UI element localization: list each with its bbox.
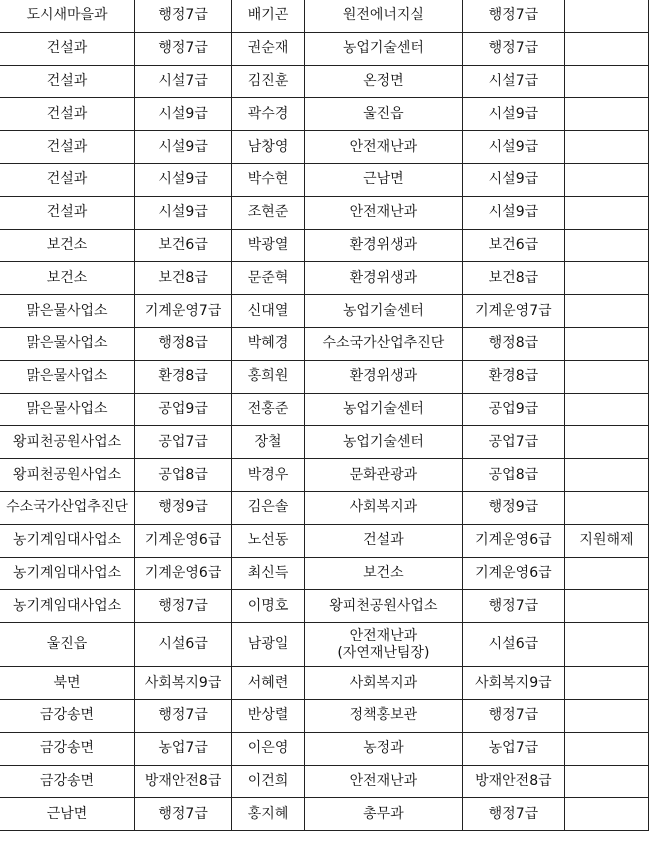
cell-name: 이명호 [232, 590, 305, 623]
cell-current-department: 맑은물사업소 [0, 295, 135, 328]
cell-grade: 공업9급 [135, 393, 232, 426]
cell-new-grade: 농업7급 [462, 732, 564, 765]
cell-current-department: 수소국가산업추진단 [0, 491, 135, 524]
cell-note [564, 765, 648, 798]
cell-grade: 행정7급 [135, 0, 232, 32]
cell-new-grade: 방재안전8급 [462, 765, 564, 798]
cell-new-department: 총무과 [304, 798, 462, 831]
cell-new-department: 건설과 [304, 524, 462, 557]
table-row [0, 732, 649, 765]
cell-note [564, 327, 648, 360]
table-row [0, 65, 649, 98]
cell-grade: 행정7급 [135, 798, 232, 831]
table-row [0, 163, 649, 196]
cell-name: 노선동 [232, 524, 305, 557]
cell-new-department: 농정과 [304, 732, 462, 765]
cell-new-department: 사회복지과 [304, 667, 462, 700]
table-row [0, 98, 649, 131]
cell-note [564, 732, 648, 765]
cell-new-grade: 행정7급 [462, 32, 564, 65]
cell-current-department: 농기계임대사업소 [0, 524, 135, 557]
cell-grade: 기계운영7급 [135, 295, 232, 328]
cell-name: 전홍준 [232, 393, 305, 426]
cell-current-department: 보건소 [0, 262, 135, 295]
cell-note [564, 459, 648, 492]
cell-name: 조현준 [232, 196, 305, 229]
cell-grade: 시설6급 [135, 623, 232, 667]
cell-new-department: 문화관광과 [304, 459, 462, 492]
table-row [0, 699, 649, 732]
cell-new-department: 울진읍 [304, 98, 462, 131]
table-row [0, 491, 649, 524]
table-row [0, 295, 649, 328]
cell-name: 홍희원 [232, 360, 305, 393]
cell-name: 박경우 [232, 459, 305, 492]
cell-current-department: 근남면 [0, 798, 135, 831]
cell-name: 박수현 [232, 163, 305, 196]
cell-new-grade: 기계운영7급 [462, 295, 564, 328]
cell-new-grade: 공업8급 [462, 459, 564, 492]
cell-current-department: 농기계임대사업소 [0, 590, 135, 623]
cell-current-department: 건설과 [0, 98, 135, 131]
table-row [0, 131, 649, 164]
cell-note [564, 798, 648, 831]
cell-grade: 기계운영6급 [135, 524, 232, 557]
cell-grade: 농업7급 [135, 732, 232, 765]
cell-note [564, 667, 648, 700]
cell-new-department: 수소국가산업추진단 [304, 327, 462, 360]
cell-new-grade: 사회복지9급 [462, 667, 564, 700]
cell-new-department: 안전재난과 (자연재난팀장) [304, 623, 462, 667]
table-row [0, 590, 649, 623]
cell-note [564, 295, 648, 328]
table-row [0, 327, 649, 360]
cell-current-department: 금강송면 [0, 699, 135, 732]
cell-grade: 보건6급 [135, 229, 232, 262]
cell-note [564, 65, 648, 98]
cell-note [564, 623, 648, 667]
cell-grade: 환경8급 [135, 360, 232, 393]
table-row [0, 229, 649, 262]
table-row [0, 0, 649, 32]
cell-grade: 방재안전8급 [135, 765, 232, 798]
cell-note [564, 557, 648, 590]
cell-new-department: 농업기술센터 [304, 426, 462, 459]
cell-current-department: 북면 [0, 667, 135, 700]
cell-new-grade: 시설9급 [462, 196, 564, 229]
cell-name: 김진훈 [232, 65, 305, 98]
cell-note [564, 32, 648, 65]
cell-new-department: 정책홍보관 [304, 699, 462, 732]
cell-name: 장철 [232, 426, 305, 459]
table-row [0, 798, 649, 831]
cell-grade: 시설9급 [135, 163, 232, 196]
cell-name: 문준혁 [232, 262, 305, 295]
table-row [0, 262, 649, 295]
cell-grade: 공업7급 [135, 426, 232, 459]
cell-new-grade: 보건8급 [462, 262, 564, 295]
cell-new-grade: 행정7급 [462, 699, 564, 732]
cell-new-department: 농업기술센터 [304, 393, 462, 426]
cell-note [564, 98, 648, 131]
cell-current-department: 농기계임대사업소 [0, 557, 135, 590]
cell-grade: 시설7급 [135, 65, 232, 98]
cell-current-department: 보건소 [0, 229, 135, 262]
cell-new-grade: 기계운영6급 [462, 557, 564, 590]
cell-name: 반상렬 [232, 699, 305, 732]
table-row [0, 459, 649, 492]
cell-new-department: 원전에너지실 [304, 0, 462, 32]
cell-current-department: 맑은물사업소 [0, 327, 135, 360]
cell-new-department: 온정면 [304, 65, 462, 98]
cell-note [564, 229, 648, 262]
cell-grade: 공업8급 [135, 459, 232, 492]
cell-name: 곽수경 [232, 98, 305, 131]
cell-current-department: 왕피천공원사업소 [0, 459, 135, 492]
table-row [0, 196, 649, 229]
table-row [0, 765, 649, 798]
table-row [0, 393, 649, 426]
cell-new-department: 보건소 [304, 557, 462, 590]
cell-note [564, 360, 648, 393]
cell-new-department: 환경위생과 [304, 262, 462, 295]
cell-name: 김은솔 [232, 491, 305, 524]
cell-current-department: 금강송면 [0, 765, 135, 798]
cell-name: 이건희 [232, 765, 305, 798]
cell-name: 홍지혜 [232, 798, 305, 831]
cell-current-department: 금강송면 [0, 732, 135, 765]
cell-grade: 사회복지9급 [135, 667, 232, 700]
cell-grade: 시설9급 [135, 196, 232, 229]
cell-name: 박광열 [232, 229, 305, 262]
table-row [0, 360, 649, 393]
cell-current-department: 건설과 [0, 163, 135, 196]
cell-new-department: 농업기술센터 [304, 295, 462, 328]
cell-grade: 시설9급 [135, 98, 232, 131]
cell-current-department: 맑은물사업소 [0, 393, 135, 426]
cell-new-grade: 행정8급 [462, 327, 564, 360]
cell-name: 박혜경 [232, 327, 305, 360]
cell-name: 남광일 [232, 623, 305, 667]
cell-grade: 시설9급 [135, 131, 232, 164]
cell-grade: 기계운영6급 [135, 557, 232, 590]
cell-new-grade: 시설9급 [462, 131, 564, 164]
cell-new-grade: 시설6급 [462, 623, 564, 667]
cell-note [564, 393, 648, 426]
cell-new-grade: 공업7급 [462, 426, 564, 459]
cell-grade: 행정7급 [135, 32, 232, 65]
cell-note: 지원해제 [564, 524, 648, 557]
cell-note [564, 163, 648, 196]
cell-note [564, 426, 648, 459]
cell-current-department: 건설과 [0, 32, 135, 65]
cell-new-grade: 환경8급 [462, 360, 564, 393]
cell-name: 남창영 [232, 131, 305, 164]
cell-grade: 행정7급 [135, 590, 232, 623]
cell-new-grade: 시설9급 [462, 163, 564, 196]
cell-name: 이은영 [232, 732, 305, 765]
cell-new-department: 안전재난과 [304, 131, 462, 164]
cell-new-grade: 시설7급 [462, 65, 564, 98]
cell-note [564, 699, 648, 732]
cell-new-grade: 행정7급 [462, 0, 564, 32]
cell-new-department: 농업기술센터 [304, 32, 462, 65]
cell-new-grade: 기계운영6급 [462, 524, 564, 557]
cell-new-department: 안전재난과 [304, 765, 462, 798]
cell-note [564, 590, 648, 623]
cell-note [564, 491, 648, 524]
cell-note [564, 0, 648, 32]
cell-name: 신대열 [232, 295, 305, 328]
cell-new-department: 사회복지과 [304, 491, 462, 524]
cell-new-department: 안전재난과 [304, 196, 462, 229]
cell-new-grade: 행정7급 [462, 798, 564, 831]
table-row [0, 623, 649, 667]
cell-new-grade: 행정7급 [462, 590, 564, 623]
cell-grade: 행정9급 [135, 491, 232, 524]
cell-new-grade: 공업9급 [462, 393, 564, 426]
cell-new-department: 환경위생과 [304, 360, 462, 393]
cell-new-department: 왕피천공원사업소 [304, 590, 462, 623]
cell-grade: 행정8급 [135, 327, 232, 360]
table-row [0, 557, 649, 590]
table-row [0, 426, 649, 459]
cell-name: 배기곤 [232, 0, 305, 32]
cell-current-department: 건설과 [0, 131, 135, 164]
cell-new-grade: 행정9급 [462, 491, 564, 524]
cell-name: 최신득 [232, 557, 305, 590]
cell-note [564, 196, 648, 229]
cell-current-department: 건설과 [0, 196, 135, 229]
table-row [0, 32, 649, 65]
cell-current-department: 도시새마을과 [0, 0, 135, 32]
cell-new-grade: 보건6급 [462, 229, 564, 262]
cell-grade: 보건8급 [135, 262, 232, 295]
cell-current-department: 울진읍 [0, 623, 135, 667]
cell-new-grade: 시설9급 [462, 98, 564, 131]
cell-note [564, 131, 648, 164]
cell-grade: 행정7급 [135, 699, 232, 732]
cell-name: 권순재 [232, 32, 305, 65]
cell-current-department: 맑은물사업소 [0, 360, 135, 393]
cell-current-department: 건설과 [0, 65, 135, 98]
cell-current-department: 왕피천공원사업소 [0, 426, 135, 459]
cell-new-department: 환경위생과 [304, 229, 462, 262]
cell-note [564, 262, 648, 295]
table-row [0, 667, 649, 700]
table-row [0, 524, 649, 557]
cell-new-department: 근남면 [304, 163, 462, 196]
cell-name: 서혜련 [232, 667, 305, 700]
